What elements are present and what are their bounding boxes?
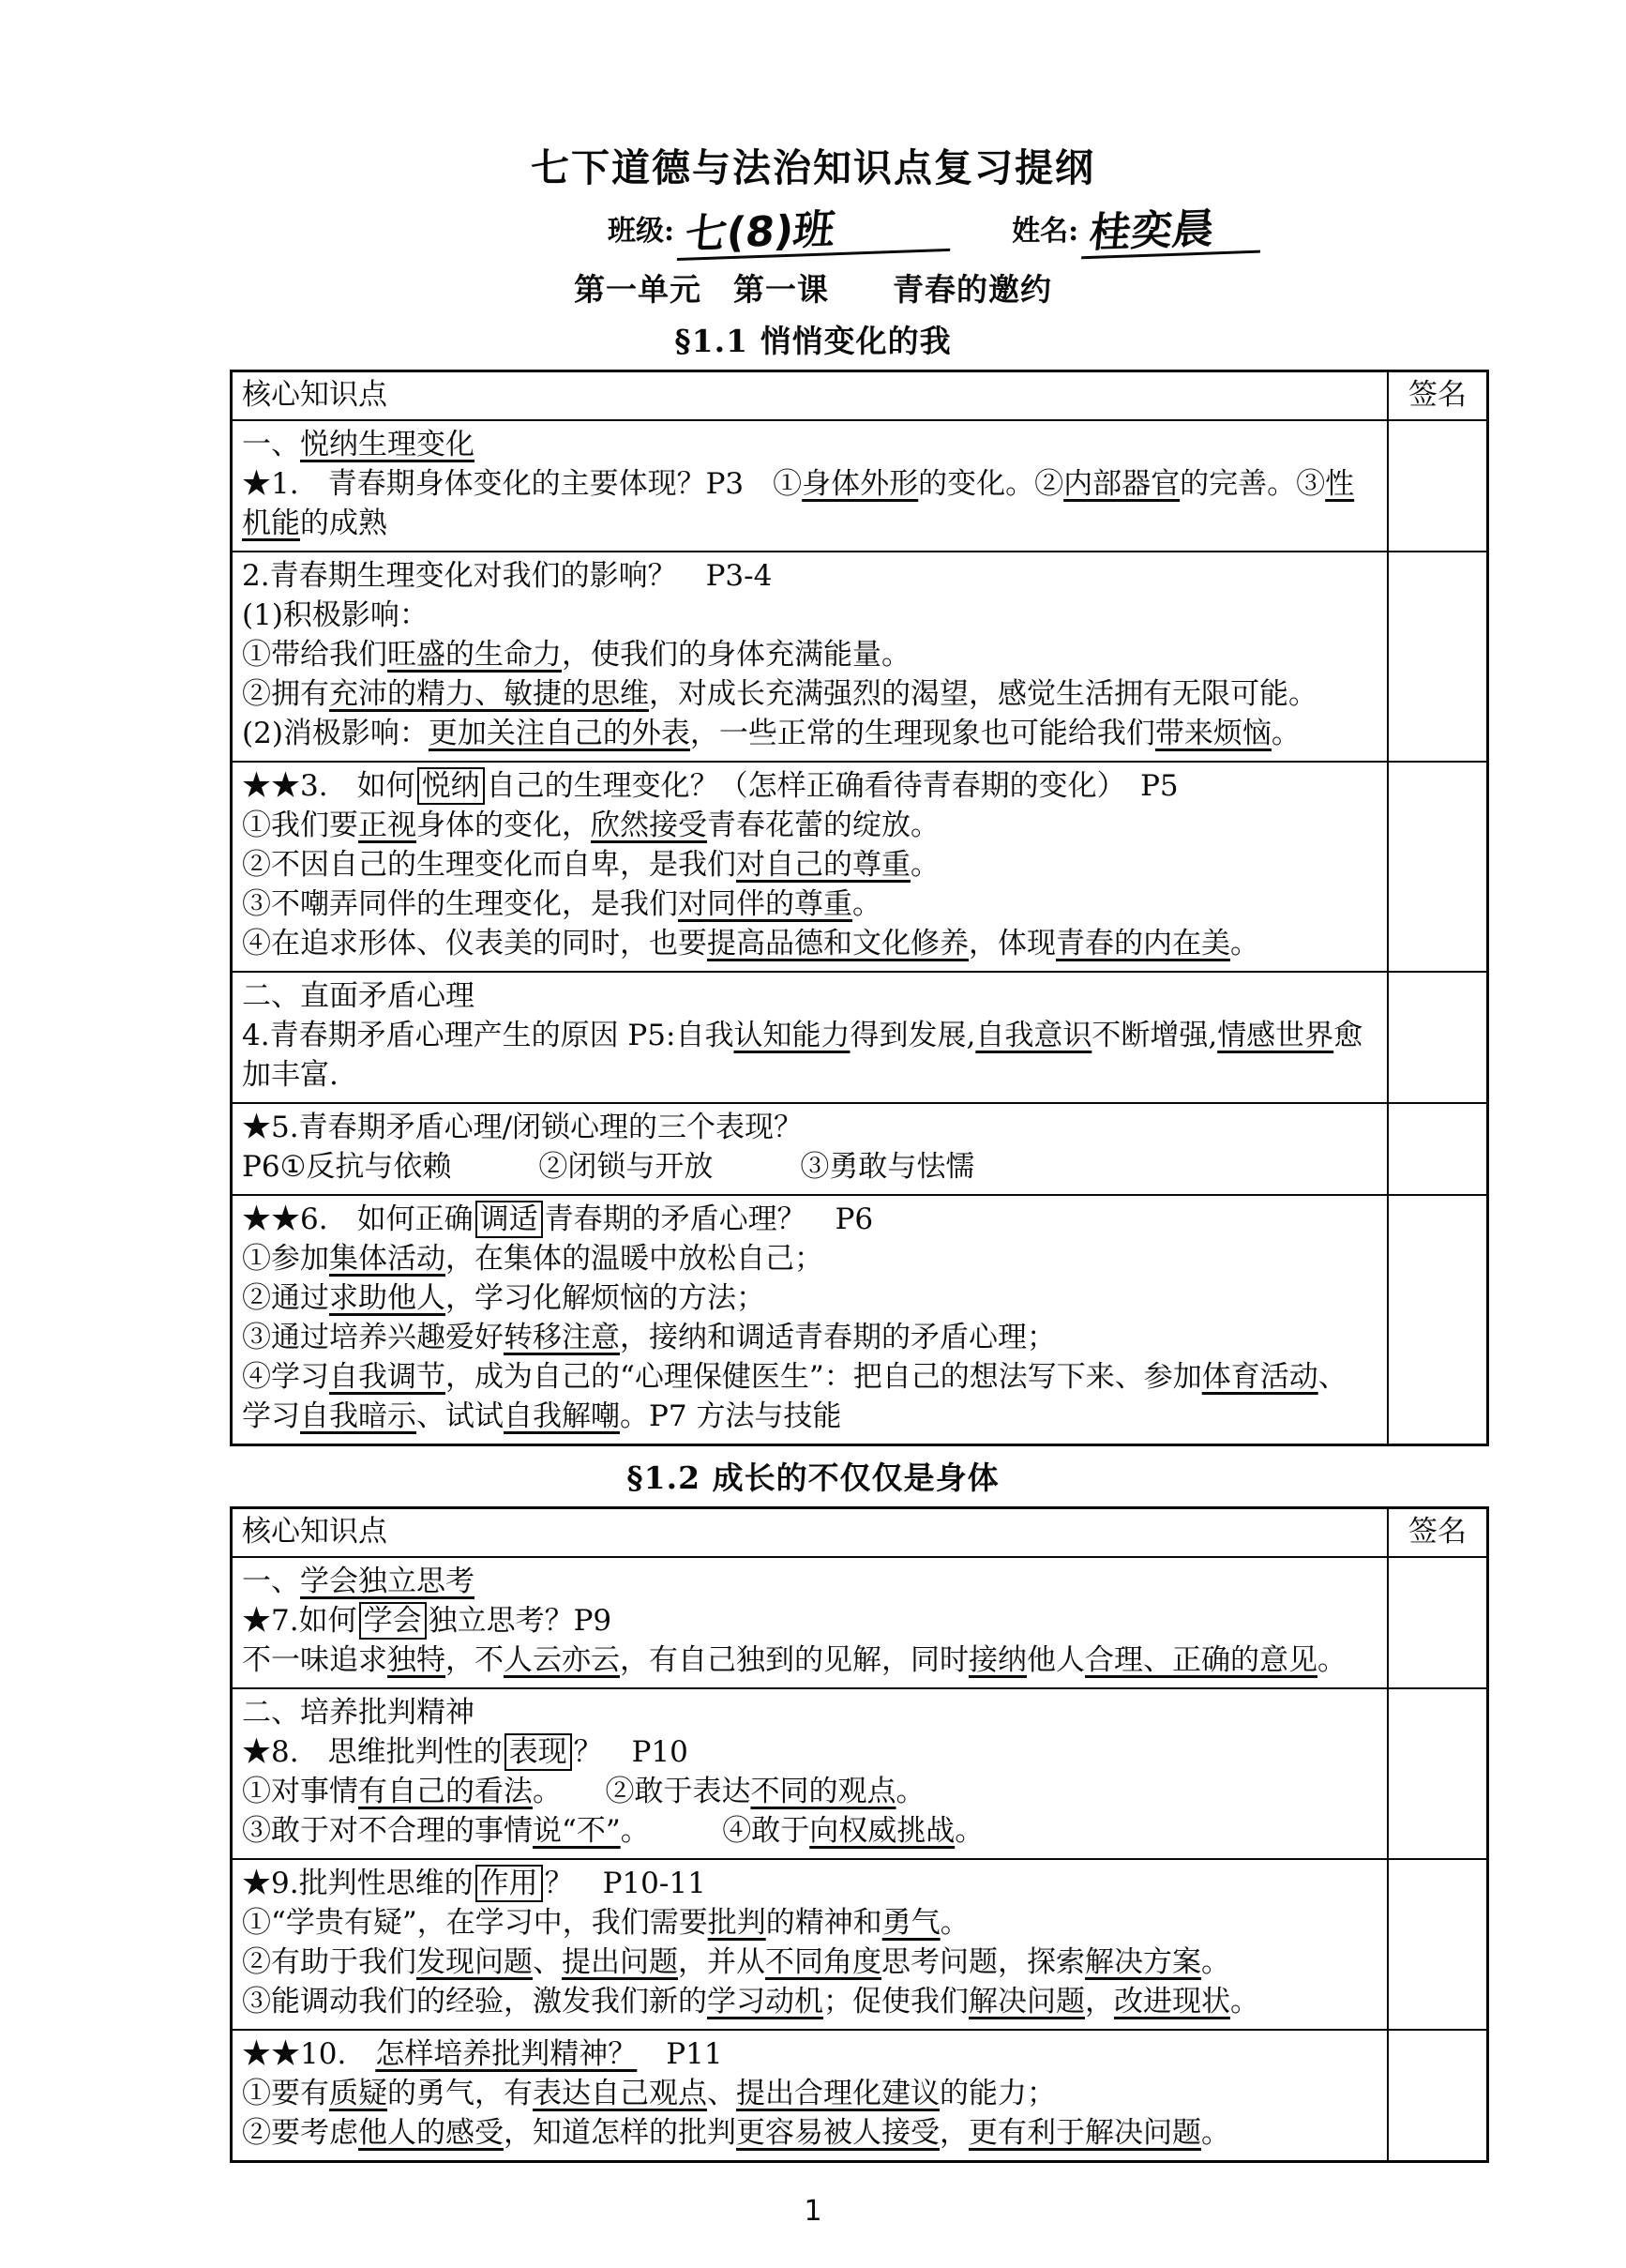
content-line: ②不因自己的生理变化而自卑，是我们对自己的尊重。	[242, 848, 940, 882]
content-line: 一、学会独立思考	[242, 1565, 474, 1598]
content-line: ①“学贵有疑”，在学习中，我们需要批判的精神和勇气。	[242, 1906, 970, 1940]
content-line: ★5.青春期矛盾心理/闭锁心理的三个表现？	[242, 1111, 804, 1144]
content-line: ★9.批判性思维的 作用 ？ P10-11	[242, 1867, 706, 1900]
content-line: ③能调动我们的经验，激发我们新的学习动机；促使我们解决问题，改进现状。	[242, 1985, 1259, 2019]
class-label: 班级:	[608, 215, 675, 248]
name-handwritten-value: 桂奕晨	[1081, 207, 1265, 260]
content-line: ①要有质疑的勇气，有表达自己观点、提出合理化建议的能力；	[242, 2077, 1056, 2110]
knowledge-cell	[232, 762, 1389, 972]
content-line: ①我们要正视身体的变化，欣然接受青春花蕾的绽放。	[242, 809, 940, 842]
content-line: ④学习自我调节，成为自己的“心理保健医生”：把自己的想法写下来、参加体育活动、学习自我暗示、试试自我解嘲。P7 方法与技能	[242, 1360, 1347, 1433]
table-row	[232, 972, 1488, 1103]
content-line: 不一味追求独特，不人云亦云，有自己独到的见解，同时接纳他人合理、正确的意见。	[242, 1643, 1347, 1677]
class-handwritten-value: 七(8)班	[677, 205, 955, 261]
column-header-signature: 签名	[1388, 371, 1488, 421]
signature-cell	[1388, 1859, 1488, 2030]
knowledge-cell	[232, 1859, 1389, 2030]
content-line: 一、悦纳生理变化	[242, 428, 474, 461]
document-title: 七下道德与法治知识点复习提纲	[531, 145, 1095, 190]
content-line: ②通过求助他人，学习化解烦恼的方法；	[242, 1281, 765, 1315]
content-line: ③不嘲弄同伴的生理变化，是我们对同伴的尊重。	[242, 887, 881, 921]
table-row	[232, 1688, 1488, 1859]
knowledge-cell	[232, 1557, 1389, 1688]
table-row	[232, 762, 1488, 972]
signature-cell	[1388, 552, 1488, 762]
knowledge-cell	[232, 420, 1389, 552]
content-line: ②要考虑他人的感受，知道怎样的批判更容易被人接受，更有利于解决问题。	[242, 2116, 1230, 2150]
unit-heading: 第一单元 第一课 青春的邀约	[574, 271, 1052, 308]
knowledge-table-1	[230, 370, 1489, 1446]
content-line: 二、培养批判精神	[242, 1696, 474, 1730]
content-line: ①带给我们旺盛的生命力，使我们的身体充满能量。	[242, 638, 911, 672]
content-line: ★★3. 如何 悦纳 自己的生理变化？（怎样正确看待青春期的变化） P5	[242, 769, 1179, 803]
content-line: 二、直面矛盾心理	[242, 979, 474, 1013]
table-row	[232, 1557, 1488, 1688]
content-line: ③敢于对不合理的事情说“不”。 ④敢于向权威挑战。	[242, 1814, 985, 1848]
name-label: 姓名:	[1012, 215, 1079, 248]
knowledge-cell	[232, 2030, 1389, 2162]
page-number: 1	[804, 2195, 822, 2228]
signature-cell	[1388, 972, 1488, 1103]
knowledge-cell	[232, 1688, 1389, 1859]
knowledge-cell	[232, 972, 1389, 1103]
signature-cell	[1388, 1195, 1488, 1445]
content-line: ★1. 青春期身体变化的主要体现？P3 ①身体外形的变化。②内部器官的完善。③性机能的成熟	[242, 467, 1355, 540]
table-header-row	[232, 371, 1488, 421]
knowledge-cell	[232, 1103, 1389, 1195]
signature-cell	[1388, 762, 1488, 972]
section-1-2-heading: §1.2 成长的不仅仅是身体	[626, 1459, 1000, 1496]
content-line: ★7.如何 学会 独立思考？P9	[242, 1604, 612, 1638]
signature-cell	[1388, 1688, 1488, 1859]
student-info-line	[0, 196, 1626, 259]
content-line: ①对事情有自己的看法。 ②敢于表达不同的观点。	[242, 1775, 926, 1808]
content-line: (2)消极影响：更加关注自己的外表，一些正常的生理现象也可能给我们带来烦恼。	[242, 717, 1301, 750]
table-row	[232, 2030, 1488, 2162]
knowledge-cell	[232, 552, 1389, 762]
content-line: 4.青春期矛盾心理产生的原因 P5:自我认知能力得到发展,自我意识不断增强,情感世界愈加丰富.	[242, 1019, 1363, 1092]
content-line: ②有助于我们发现问题、提出问题，并从不同角度思考问题，探索解决方案。	[242, 1945, 1230, 1979]
table-row	[232, 1859, 1488, 2030]
table-row	[232, 420, 1488, 552]
signature-cell	[1388, 1557, 1488, 1688]
content-line: 2.青春期生理变化对我们的影响？ P3-4	[242, 559, 773, 593]
table-row	[232, 1103, 1488, 1195]
knowledge-table-2	[230, 1506, 1489, 2163]
knowledge-cell	[232, 1195, 1389, 1445]
content-line: ②拥有充沛的精力、敏捷的思维，对成长充满强烈的渴望，感觉生活拥有无限可能。	[242, 677, 1317, 711]
content-line: ★★10. 怎样培养批判精神？ P11	[242, 2037, 723, 2071]
column-header-knowledge: 核心知识点	[232, 1508, 1389, 1558]
table-row	[232, 1195, 1488, 1445]
content-line: ★★6. 如何正确 调适 青春期的矛盾心理？ P6	[242, 1202, 874, 1236]
signature-cell	[1388, 2030, 1488, 2162]
column-header-knowledge: 核心知识点	[232, 371, 1389, 421]
content-line: ①参加集体活动，在集体的温暖中放松自己；	[242, 1242, 823, 1276]
content-line: ③通过培养兴趣爱好转移注意，接纳和调适青春期的矛盾心理；	[242, 1321, 1056, 1354]
content-line: ④在追求形体、仪表美的同时，也要提高品德和文化修养，体现青春的内在美。	[242, 927, 1259, 960]
section-1-1-heading: §1.1 悄悄变化的我	[674, 323, 952, 359]
table-row	[232, 552, 1488, 762]
content-line: (1)积极影响：	[242, 598, 429, 632]
table-header-row	[232, 1508, 1488, 1558]
content-line: P6①反抗与依赖 ②闭锁与开放 ③勇敢与怯懦	[242, 1150, 975, 1184]
signature-cell	[1388, 420, 1488, 552]
signature-cell	[1388, 1103, 1488, 1195]
column-header-signature: 签名	[1388, 1508, 1488, 1558]
content-line: ★8. 思维批判性的 表现 ？ P10	[242, 1735, 688, 1769]
